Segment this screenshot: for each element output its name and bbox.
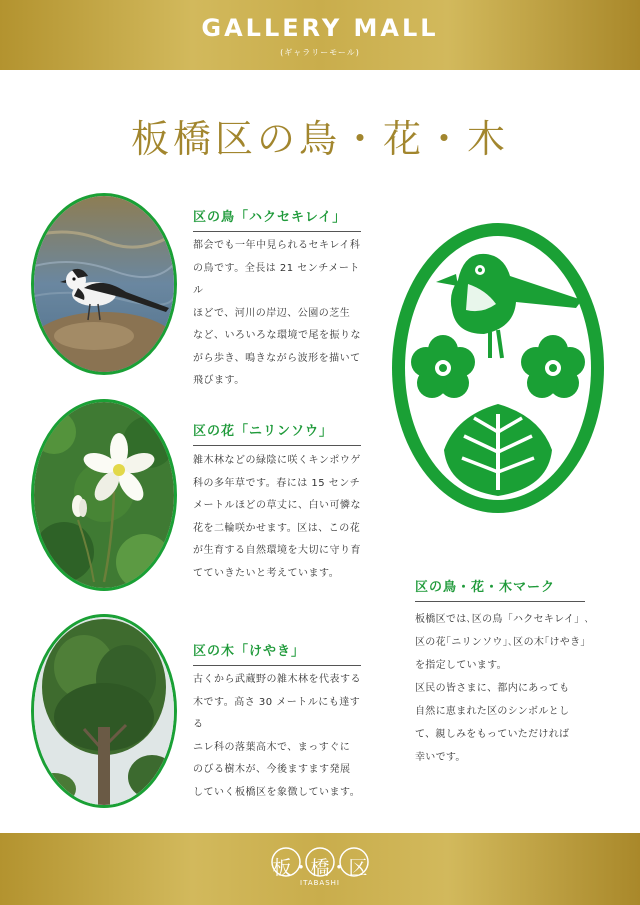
zelkova-photo [31,614,177,808]
header-banner [0,0,640,70]
text-line: を指定しています。 [415,660,507,671]
logo-text: 板・橋・区 [272,857,368,879]
tree-description [193,669,368,804]
tree-heading: 区の木「けやき」 [193,640,361,666]
header-title: GALLERY MALL [201,14,439,42]
text-line: のびる樹木が、今後ますます発展 [193,764,351,775]
text-line: て、親しみをもっていただければ [415,729,570,740]
text-line: ニレ科の落葉高木で、まっすぐに [193,741,351,753]
text-line: 都会でも一年中見られるセキレイ科 [193,240,361,251]
text-line: 区民の皆さまに、都内にあっても [415,683,570,694]
flower-description [193,450,368,585]
text-line: など、いろいろな環境で尾を振りな [193,330,361,341]
text-line: が生育する自然環境を大切に守り育 [193,545,361,556]
bird-flower-tree-emblem [386,218,611,518]
wagtail-photo [31,193,177,375]
text-line: の鳥です。全長は 21 センチメートル [193,262,360,296]
text-line: 区の花｢ニリンソウ｣､区の木｢けやき｣ [415,637,586,648]
text-line: がら歩き、鳴きながら波形を描いて [193,352,361,364]
flower-heading: 区の花「ニリンソウ」 [193,420,361,446]
text-line: 花を二輪咲かせます。区は、この花 [193,522,361,534]
text-line: していく板橋区を象徴しています。 [193,786,361,798]
text-line: メートルほどの草丈に、白い可憐な [193,500,361,511]
text-line: 科の多年草です。春には 15 センチ [193,477,361,489]
page-title: 板橋区の鳥・花・木 [130,117,509,161]
header-subtitle: (ギャラリーモール) [280,48,360,57]
mark-heading: 区の鳥・花・木マーク [415,576,585,602]
text-line: てていきたいと考えています。 [193,567,340,579]
bird-heading: 区の鳥「ハクセキレイ」 [193,206,361,232]
mark-description [415,608,595,769]
text-line: 古くから武蔵野の雑木林を代表する [193,674,361,685]
text-line: 木です。高さ 30 メートルにも達する [193,696,361,730]
text-line: 板橋区では､区の鳥「ハクセキレイ」､ [415,614,590,625]
bird-description [193,235,368,393]
text-line: ほどで、河川の岸辺、公園の芝生 [193,307,351,319]
text-line: 飛びます。 [193,375,245,386]
anemone-photo [31,399,177,591]
text-line: 幸いです。 [415,752,466,763]
text-line: 自然に恵まれた区のシンボルとし [415,706,570,717]
text-line: 雑木林などの緑陰に咲くキンポウゲ [193,455,361,466]
logo-subtext: ITABASHI [300,879,340,887]
